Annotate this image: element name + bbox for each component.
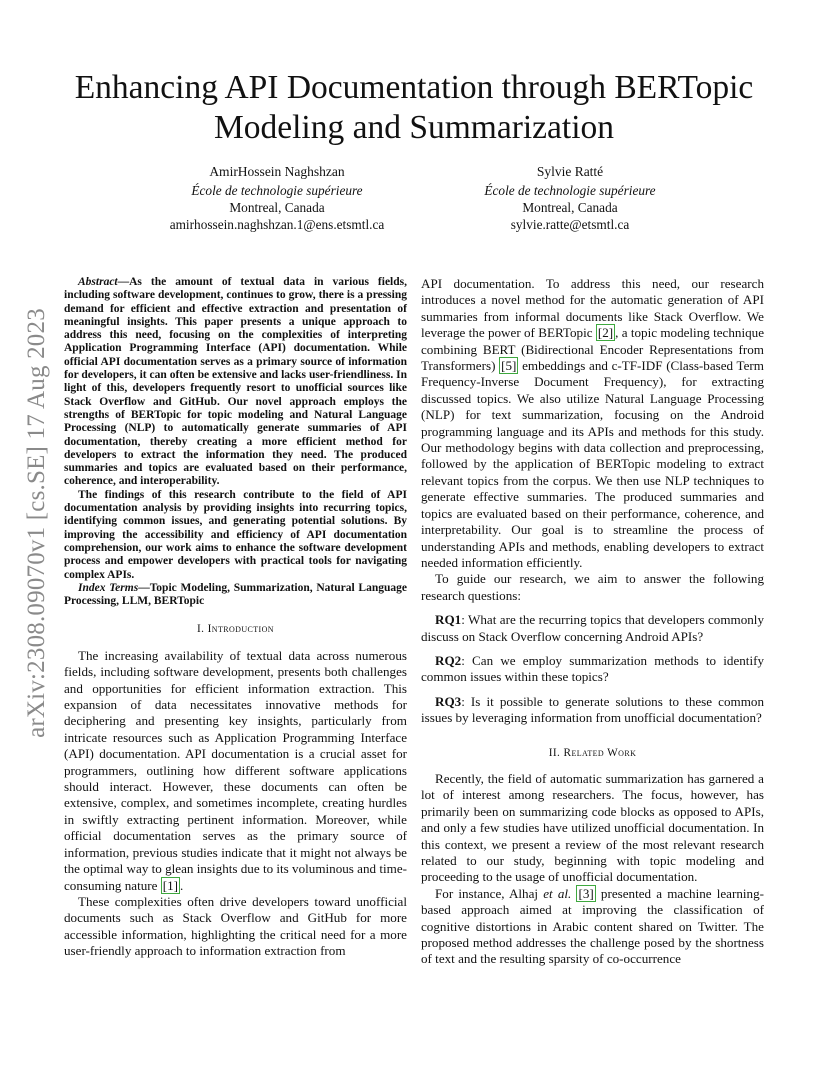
research-question-3: RQ3: Is it possible to generate solutions to these common issues by leveraging information from unofficial documentation? [421, 693, 764, 726]
intro-paragraph-2: These complexities often drive developers toward unofficial documents such as Stack Overflow and GitHub for more accessible information, highlighting the critical need for a more user-friendly approach to information extraction from [64, 893, 407, 959]
section-heading-introduction: I. Introduction [197, 623, 274, 636]
author-location: Montreal, Canada [229, 200, 325, 215]
author-email: amirhossein.naghshzan.1@ens.etsmtl.ca [169, 217, 385, 232]
paper-title: Enhancing API Documentation through BERTopic Modeling and Summarization [74, 69, 754, 146]
related-paragraph-2: For instance, Alhaj et al. [3] presented a machine learning-based approach aimed at improving the classification of cognitive distortions in Arabic content shared on Twitter. The proposed method addresses the challenge posed by the shortness of text and the resulting sparsity of co-occurrence [421, 885, 764, 967]
author-block-1 [117, 163, 437, 233]
citation-link[interactable]: [1] [162, 877, 179, 893]
citation-link[interactable]: [3] [578, 885, 594, 901]
intro-paragraph-4: To guide our research, we aim to answer the following research questions: [421, 571, 764, 603]
right-column [421, 276, 764, 968]
abstract-label: Abstract [78, 276, 118, 288]
author-affiliation: École de technologie supérieure [191, 183, 363, 198]
index-terms [64, 582, 407, 609]
index-terms-text: —Topic Modeling, Summarization, Natural Language Processing, LLM, BERTopic [64, 581, 407, 608]
intro-paragraph-3: API documentation. To address this need, our research introduces a novel method for the automatic generation of API summaries from informal documents like Stack Overflow. We leverage the power of BERTopic [2] , a topic modeling technique combining BERT (Bidirectional Encoder Representations from Transformers) [5] embeddings and c-TF-IDF (Class-based Term Frequency-Inverse Document Frequency), for extracting discussed topics. We also utilize Natural Language Processing (NLP) for text summarization, focusing on the Android programming language and its APIs and methods for this study. Our methodology begins with data collection and preprocessing, followed by the application of BERTopic modeling to extract relevant topics from the corpus. We then use NLP techniques to generate effective summaries. The produced summaries and topics are evaluated based on their performance, coherence, and interpretability. Our goal is to streamline the process of understanding APIs and methods, enabling developers to extract needed information efficiently. [421, 276, 765, 570]
author-affiliation: École de technologie supérieure [484, 183, 656, 198]
related-paragraph-1: Recently, the field of automatic summarization has garnered a lot of interest among researchers. The focus, however, has primarily been on summarizing code blocks as opposed to APIs, and only a few studies have utilized unofficial documentation. In this context, we present a review of the most relevant research related to our study, beginning with topic modeling and proceeding to the usage of unofficial documentation. [421, 770, 764, 885]
author-name: AmirHossein Naghshzan [209, 164, 345, 179]
citation-link[interactable]: [2] [597, 325, 614, 341]
author-location: Montreal, Canada [522, 200, 618, 215]
research-question-1: RQ1: What are the recurring topics that developers commonly discuss on Stack Overflow concerning Android APIs? [421, 612, 764, 644]
citation-link[interactable]: [5] [501, 358, 517, 374]
arxiv-identifier: arXiv:2308.09070v1 [cs.SE] 17 Aug 2023 [23, 307, 50, 738]
left-column [64, 276, 407, 960]
author-block-2 [410, 163, 730, 233]
section-heading-related-work: II. Related Work [548, 746, 637, 759]
abstract-paragraph-2: The findings of this research contribute to the field of API documentation analysis by providing insights into recurring topics, identifying common issues, and generating potential solutions. By improving the accessibility and efficiency of API documentation comprehension, our work aims to enhance the software development process and empower developers with practical tools for navigating complex APIs. [64, 488, 407, 581]
author-email: sylvie.ratte@etsmtl.ca [510, 217, 630, 232]
index-terms-label: Index Terms [78, 581, 139, 594]
research-question-2: RQ2: Can we employ summarization methods to identify common issues within these topics? [421, 652, 764, 685]
intro-paragraph-1: The increasing availability of textual data across numerous fields, including software development, presents both challenges and opportunities for efficient information extraction. This expansion of data necessitates innovative methods for deciphering and presenting key insights, particularly from intricate resources such as Application Programming Interface (API) documentation. API documentation is a crucial asset for programmers, outlining how different software applications should interact. However, these documents can often be extensive, complex, and sometimes incomplete, creating hurdles in swiftly extracting pertinent information. Moreover, while official documentation serves as the primary source of information, previous studies indicate that it might not always be the optimal way to glean insights due to its voluminous and time-consuming nature [1] . [64, 647, 407, 893]
author-name: Sylvie Ratté [536, 164, 604, 179]
abstract-text: —As the amount of textual data in various fields, including software development, continues to grow, there is a pressing demand for efficient and effective extraction and presentation of meaningful insights. This paper presents a unique approach to address this need, focusing on the complexities of interpreting Application Programming Interface (API) documentation. While official API documentation serves as a primary source of information for developers, it can often be extensive and lacks user-friendliness. In light of this, developers frequently resort to unofficial sources like Stack Overflow and GitHub. Our novel approach employs the strengths of BERTopic for topic modeling and Natural Language Processing (NLP) to automatically generate summaries of API documentation, thereby creating a more efficient method for developers to extract the information they need. The produced summaries and topics are evaluated based on their performance, coherence, and interoperability. [64, 276, 407, 488]
arxiv-stamp [22, 285, 52, 760]
abstract-paragraph [64, 276, 407, 489]
